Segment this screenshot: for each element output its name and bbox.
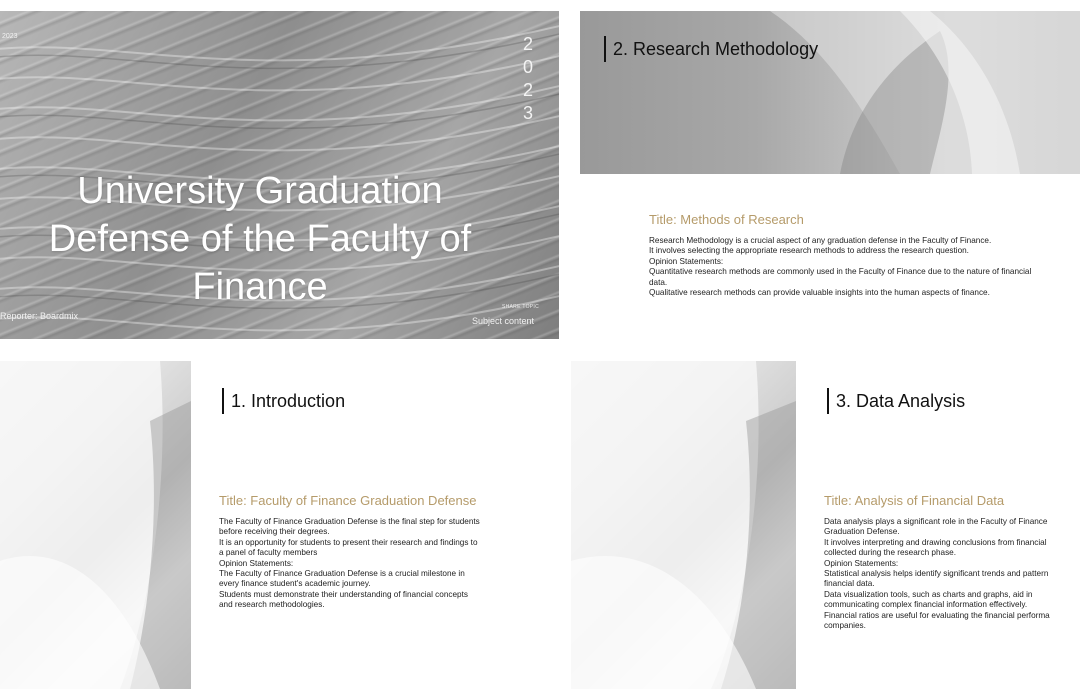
body-line: The Faculty of Finance Graduation Defense is the final step for students xyxy=(219,517,480,526)
year-digit: 2 xyxy=(522,34,533,54)
body-line: It involves selecting the appropriate research methods to address the research question. xyxy=(649,246,969,256)
body-line: financial data. xyxy=(824,579,875,589)
slide-introduction[interactable] xyxy=(0,361,559,689)
cover-title-line: Defense of the Faculty of xyxy=(48,218,472,260)
body-line: Data visualization tools, such as charts and graphs, aid in xyxy=(824,589,1033,599)
heading-accent-bar xyxy=(827,388,829,414)
body-line: Opinion Statements: xyxy=(219,558,294,568)
year-digit: 2 xyxy=(522,80,533,100)
data-body xyxy=(824,517,1050,631)
body-line: Graduation Defense. xyxy=(824,527,900,537)
heading-accent-bar xyxy=(222,388,224,414)
cover-reporter: Reporter: Boardmix xyxy=(0,311,79,321)
cover-title-line: University Graduation xyxy=(77,170,443,212)
year-digit: 0 xyxy=(522,57,533,77)
body-line: a panel of faculty members xyxy=(219,548,318,558)
intro-body xyxy=(219,517,480,611)
intro-section-title: Title: Faculty of Finance Graduation Defense xyxy=(219,493,477,508)
body-line: It is an opportunity for students to present their research and findings to xyxy=(219,537,478,547)
cover-year-label: 2023 xyxy=(2,33,18,40)
architecture-photo xyxy=(0,361,191,689)
body-line: Statistical analysis helps identify significant trends and pattern xyxy=(824,569,1049,579)
slide-cover[interactable] xyxy=(0,11,559,339)
architecture-curves xyxy=(571,361,796,689)
heading-accent-bar xyxy=(604,36,606,62)
body-line: Data analysis plays a significant role in the Faculty of Finance xyxy=(824,517,1048,526)
research-heading xyxy=(604,36,818,62)
body-line: Qualitative research methods can provide valuable insights into the human aspects of finance. xyxy=(649,288,990,298)
year-digit: 3 xyxy=(522,103,533,123)
architecture-photo xyxy=(571,361,796,689)
body-line: Financial ratios are useful for evaluating the financial performa xyxy=(824,610,1050,620)
research-heading-text: 2. Research Methodology xyxy=(613,38,819,59)
data-section-title: Title: Analysis of Financial Data xyxy=(824,493,1005,508)
body-line: data. xyxy=(649,277,668,287)
body-line: communicating complex financial information effectively. xyxy=(824,600,1028,610)
body-line: The Faculty of Finance Graduation Defense is a crucial milestone in xyxy=(219,569,465,579)
architecture-curves xyxy=(0,361,191,689)
body-line: collected during the research phase. xyxy=(824,548,956,558)
slide-data-analysis[interactable] xyxy=(571,361,1080,689)
body-line: Opinion Statements: xyxy=(824,558,899,568)
cover-subject: Subject content xyxy=(472,316,535,326)
body-line: Students must demonstrate their understanding of financial concepts xyxy=(219,589,468,599)
body-line: companies. xyxy=(824,621,866,631)
research-section-title: Title: Methods of Research xyxy=(649,212,804,227)
cover-year-vertical xyxy=(519,33,537,125)
slide-research-methodology[interactable] xyxy=(580,11,1080,339)
body-line: Opinion Statements: xyxy=(649,256,724,266)
body-line: before receiving their degrees. xyxy=(219,527,330,537)
body-line: Quantitative research methods are commonly used in the Faculty of Finance due to the nature of financial xyxy=(649,267,1032,277)
body-line: Research Methodology is a crucial aspect of any graduation defense in the Faculty of Finance. xyxy=(649,236,992,245)
research-body xyxy=(649,236,1031,298)
body-line: It involves interpreting and drawing conclusions from financial xyxy=(824,537,1047,547)
data-heading-text: 3. Data Analysis xyxy=(836,390,966,411)
cover-title-line: Finance xyxy=(192,266,328,308)
body-line: every finance student's academic journey. xyxy=(219,579,371,589)
cover-share-label: SHARE TOPIC xyxy=(502,304,540,310)
intro-heading-text: 1. Introduction xyxy=(231,390,346,411)
cover-title xyxy=(0,167,520,311)
data-heading xyxy=(827,388,965,414)
intro-heading xyxy=(222,388,345,414)
body-line: and research methodologies. xyxy=(219,600,325,610)
